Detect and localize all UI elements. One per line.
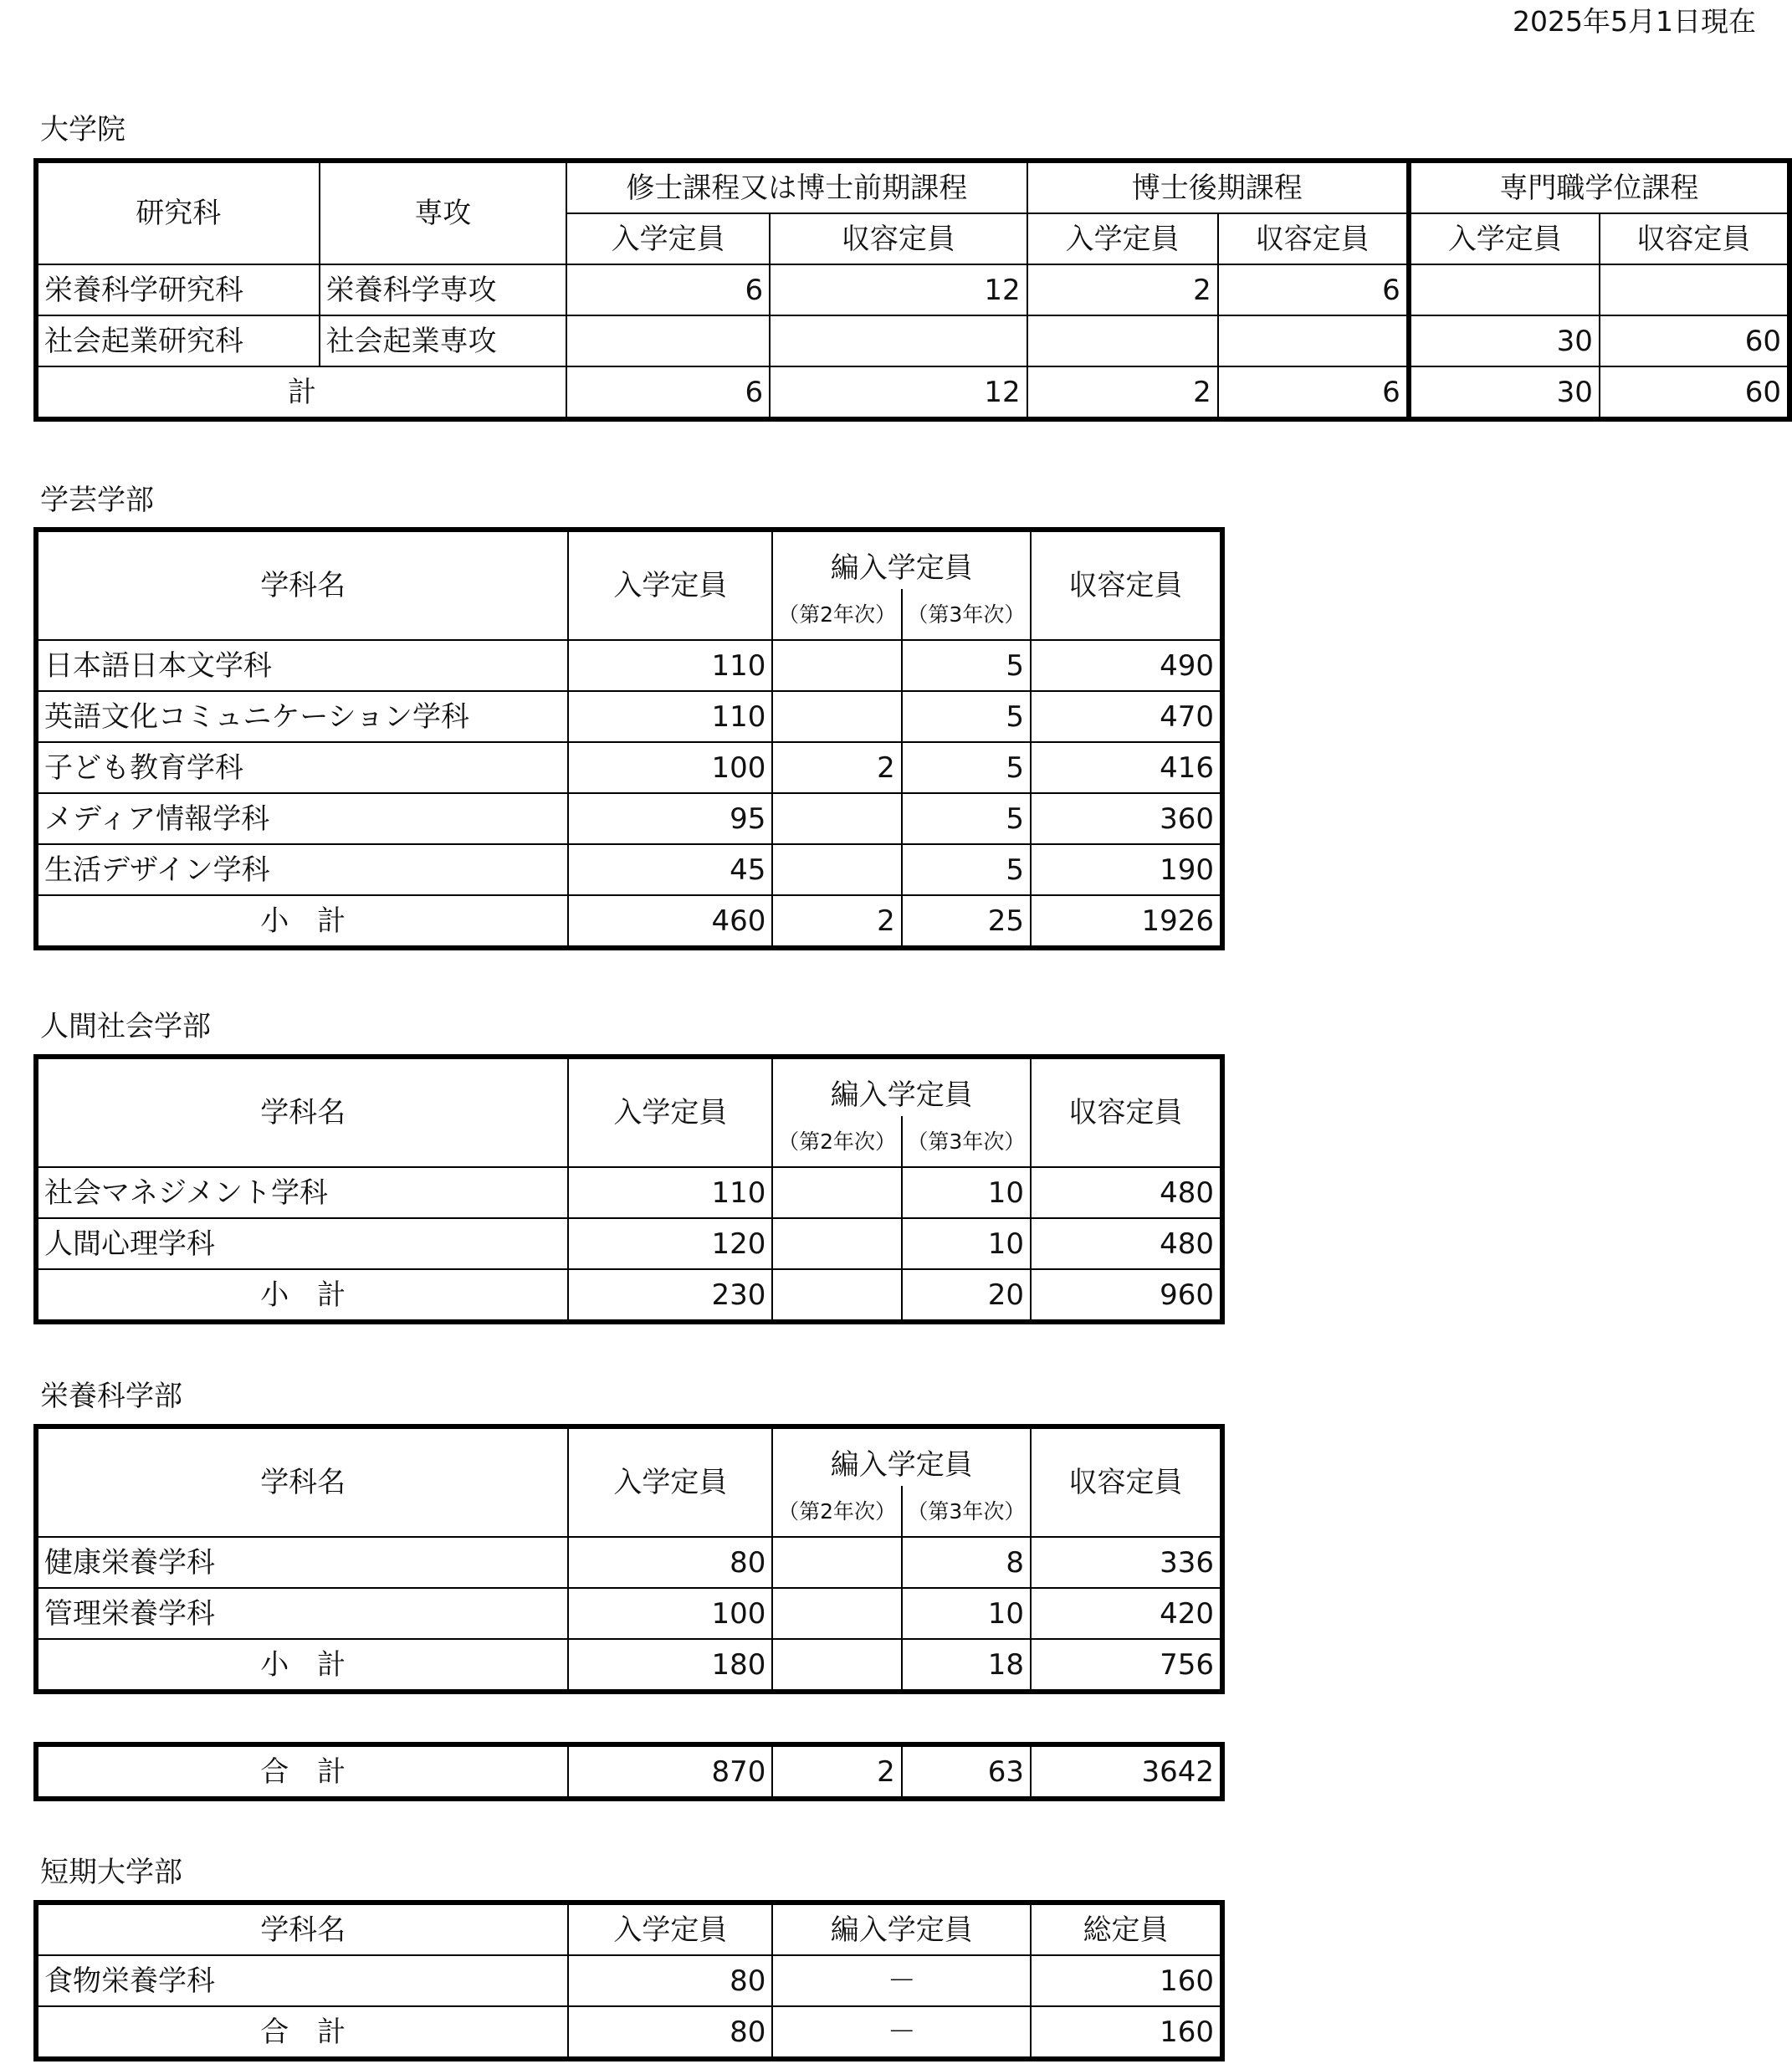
total-label: 計 — [36, 366, 566, 419]
header-shuyo: 収容定員 — [1031, 1426, 1222, 1537]
shuyo-value: 470 — [1031, 691, 1222, 742]
header-master: 修士課程又は博士前期課程 — [566, 161, 1027, 213]
third-year-value: 5 — [902, 742, 1031, 793]
gakka-name: 英語文化コミュニケーション学科 — [36, 691, 568, 742]
grand-total-label: 合 計 — [36, 1744, 568, 1799]
second-year-value — [772, 1537, 901, 1588]
total-soteiin: 160 — [1031, 2006, 1222, 2059]
header-hennyu: 編入学定員 — [772, 1426, 1031, 1486]
table-row — [36, 691, 1222, 742]
gakugei-table — [33, 527, 1225, 950]
master-nyugaku: 6 — [566, 264, 770, 315]
subtotal-shuyo: 960 — [1031, 1269, 1222, 1322]
table-row — [36, 1537, 1222, 1588]
total-label: 合 計 — [36, 2006, 568, 2059]
subtotal-shuyo: 756 — [1031, 1639, 1222, 1692]
header-nyugaku: 入学定員 — [568, 1903, 772, 1955]
soteiin-value: 160 — [1031, 1955, 1222, 2006]
shuyo-value: 360 — [1031, 793, 1222, 844]
header-nyugaku: 入学定員 — [568, 530, 772, 640]
header-doctor-shuyo: 収容定員 — [1218, 213, 1409, 264]
gakka-name: メディア情報学科 — [36, 793, 568, 844]
section-title-ningen: 人間社会学部 — [40, 1010, 211, 1043]
gakka-name: 食物栄養学科 — [36, 1955, 568, 2006]
subtotal-third-year: 18 — [902, 1639, 1031, 1692]
header-gakka: 学科名 — [36, 1903, 568, 1955]
section-title-gakugei: 学芸学部 — [40, 484, 154, 517]
gakka-name: 社会マネジメント学科 — [36, 1167, 568, 1218]
header-second-year: （第2年次） — [772, 1486, 901, 1537]
gakka-name: 人間心理学科 — [36, 1218, 568, 1269]
subtotal-label: 小 計 — [36, 1639, 568, 1692]
professional-shuyo: 60 — [1600, 315, 1789, 366]
ningen-table — [33, 1054, 1225, 1324]
header-soteiin: 総定員 — [1031, 1903, 1222, 1955]
header-master-shuyo: 収容定員 — [770, 213, 1027, 264]
second-year-value — [772, 1588, 901, 1639]
grand-total-table — [33, 1742, 1225, 1801]
nyugaku-value: 80 — [568, 1955, 772, 2006]
subtotal-row — [36, 1639, 1222, 1692]
header-professional-shuyo: 収容定員 — [1600, 213, 1789, 264]
master-shuyo — [770, 315, 1027, 366]
header-nyugaku: 入学定員 — [568, 1057, 772, 1167]
second-year-value — [772, 793, 901, 844]
header-hennyu: 編入学定員 — [772, 1903, 1031, 1955]
header-third-year: （第3年次） — [902, 589, 1031, 640]
master-nyugaku — [566, 315, 770, 366]
gakka-name: 管理栄養学科 — [36, 1588, 568, 1639]
total-hennyu: － — [772, 2006, 1031, 2059]
master-shuyo: 12 — [770, 264, 1027, 315]
header-third-year: （第3年次） — [902, 1116, 1031, 1167]
header-gakka: 学科名 — [36, 1057, 568, 1167]
nyugaku-value: 95 — [568, 793, 772, 844]
grand-total-shuyo: 3642 — [1031, 1744, 1222, 1799]
graduate-table — [33, 158, 1792, 422]
header-doctor-nyugaku: 入学定員 — [1027, 213, 1218, 264]
table-row — [36, 1167, 1222, 1218]
third-year-value: 10 — [902, 1588, 1031, 1639]
total-professional-shuyo: 60 — [1600, 366, 1789, 419]
professional-nyugaku: 30 — [1409, 315, 1600, 366]
table-row — [36, 640, 1222, 691]
table-row — [36, 264, 1789, 315]
gakka-name: 日本語日本文学科 — [36, 640, 568, 691]
header-second-year: （第2年次） — [772, 1116, 901, 1167]
table-row — [36, 1955, 1222, 2006]
subtotal-third-year: 25 — [902, 895, 1031, 948]
third-year-value: 10 — [902, 1167, 1031, 1218]
doctor-nyugaku — [1027, 315, 1218, 366]
table-row — [36, 793, 1222, 844]
shuyo-value: 336 — [1031, 1537, 1222, 1588]
header-hennyu: 編入学定員 — [772, 530, 1031, 589]
subtotal-third-year: 20 — [902, 1269, 1031, 1322]
total-doctor-shuyo: 6 — [1218, 366, 1409, 419]
header-kenkyuka: 研究科 — [36, 161, 320, 264]
third-year-value: 5 — [902, 844, 1031, 895]
second-year-value — [772, 1167, 901, 1218]
header-hennyu: 編入学定員 — [772, 1057, 1031, 1116]
section-title-graduate: 大学院 — [40, 113, 125, 146]
header-second-year: （第2年次） — [772, 589, 901, 640]
table-row — [36, 1588, 1222, 1639]
total-professional-nyugaku: 30 — [1409, 366, 1600, 419]
table-row — [36, 315, 1789, 366]
grand-total-row — [36, 1744, 1222, 1799]
total-row — [36, 2006, 1222, 2059]
subtotal-second-year — [772, 1269, 901, 1322]
total-master-nyugaku: 6 — [566, 366, 770, 419]
date-label: 2025年5月1日現在 — [1513, 5, 1756, 38]
shuyo-value: 190 — [1031, 844, 1222, 895]
header-third-year: （第3年次） — [902, 1486, 1031, 1537]
gakka-name: 子ども教育学科 — [36, 742, 568, 793]
junior-table — [33, 1900, 1225, 2061]
total-doctor-nyugaku: 2 — [1027, 366, 1218, 419]
header-professional: 専門職学位課程 — [1409, 161, 1789, 213]
subtotal-nyugaku: 460 — [568, 895, 772, 948]
third-year-value: 10 — [902, 1218, 1031, 1269]
second-year-value — [772, 844, 901, 895]
nyugaku-value: 100 — [568, 1588, 772, 1639]
nyugaku-value: 110 — [568, 691, 772, 742]
section-title-junior: 短期大学部 — [40, 1856, 182, 1889]
shuyo-value: 480 — [1031, 1167, 1222, 1218]
nyugaku-value: 110 — [568, 640, 772, 691]
nyugaku-value: 110 — [568, 1167, 772, 1218]
table-row — [36, 742, 1222, 793]
header-shuyo: 収容定員 — [1031, 1057, 1222, 1167]
grand-total-second-year: 2 — [772, 1744, 901, 1799]
table-row — [36, 844, 1222, 895]
subtotal-second-year: 2 — [772, 895, 901, 948]
senko-name: 社会起業専攻 — [320, 315, 566, 366]
header-gakka: 学科名 — [36, 530, 568, 640]
subtotal-shuyo: 1926 — [1031, 895, 1222, 948]
eiyo-table — [33, 1424, 1225, 1694]
professional-shuyo — [1600, 264, 1789, 315]
doctor-shuyo: 6 — [1218, 264, 1409, 315]
table-row — [36, 1218, 1222, 1269]
grand-total-nyugaku: 870 — [568, 1744, 772, 1799]
third-year-value: 5 — [902, 640, 1031, 691]
second-year-value — [772, 640, 901, 691]
senko-name: 栄養科学専攻 — [320, 264, 566, 315]
second-year-value — [772, 691, 901, 742]
header-doctor: 博士後期課程 — [1027, 161, 1409, 213]
gakka-name: 生活デザイン学科 — [36, 844, 568, 895]
header-gakka: 学科名 — [36, 1426, 568, 1537]
gakka-name: 健康栄養学科 — [36, 1537, 568, 1588]
kenkyuka-name: 社会起業研究科 — [36, 315, 320, 366]
header-shuyo: 収容定員 — [1031, 530, 1222, 640]
nyugaku-value: 120 — [568, 1218, 772, 1269]
subtotal-row — [36, 1269, 1222, 1322]
shuyo-value: 480 — [1031, 1218, 1222, 1269]
nyugaku-value: 100 — [568, 742, 772, 793]
subtotal-label: 小 計 — [36, 1269, 568, 1322]
second-year-value: 2 — [772, 742, 901, 793]
subtotal-label: 小 計 — [36, 895, 568, 948]
doctor-nyugaku: 2 — [1027, 264, 1218, 315]
subtotal-second-year — [772, 1639, 901, 1692]
second-year-value — [772, 1218, 901, 1269]
header-senko: 専攻 — [320, 161, 566, 264]
third-year-value: 5 — [902, 691, 1031, 742]
total-row — [36, 366, 1789, 419]
total-master-shuyo: 12 — [770, 366, 1027, 419]
third-year-value: 5 — [902, 793, 1031, 844]
kenkyuka-name: 栄養科学研究科 — [36, 264, 320, 315]
header-master-nyugaku: 入学定員 — [566, 213, 770, 264]
hennyu-value: － — [772, 1955, 1031, 2006]
header-professional-nyugaku: 入学定員 — [1409, 213, 1600, 264]
nyugaku-value: 80 — [568, 1537, 772, 1588]
subtotal-row — [36, 895, 1222, 948]
shuyo-value: 420 — [1031, 1588, 1222, 1639]
third-year-value: 8 — [902, 1537, 1031, 1588]
professional-nyugaku — [1409, 264, 1600, 315]
shuyo-value: 490 — [1031, 640, 1222, 691]
doctor-shuyo — [1218, 315, 1409, 366]
total-nyugaku: 80 — [568, 2006, 772, 2059]
subtotal-nyugaku: 180 — [568, 1639, 772, 1692]
shuyo-value: 416 — [1031, 742, 1222, 793]
section-title-eiyo: 栄養科学部 — [40, 1380, 182, 1413]
grand-total-third-year: 63 — [902, 1744, 1031, 1799]
nyugaku-value: 45 — [568, 844, 772, 895]
header-nyugaku: 入学定員 — [568, 1426, 772, 1537]
subtotal-nyugaku: 230 — [568, 1269, 772, 1322]
